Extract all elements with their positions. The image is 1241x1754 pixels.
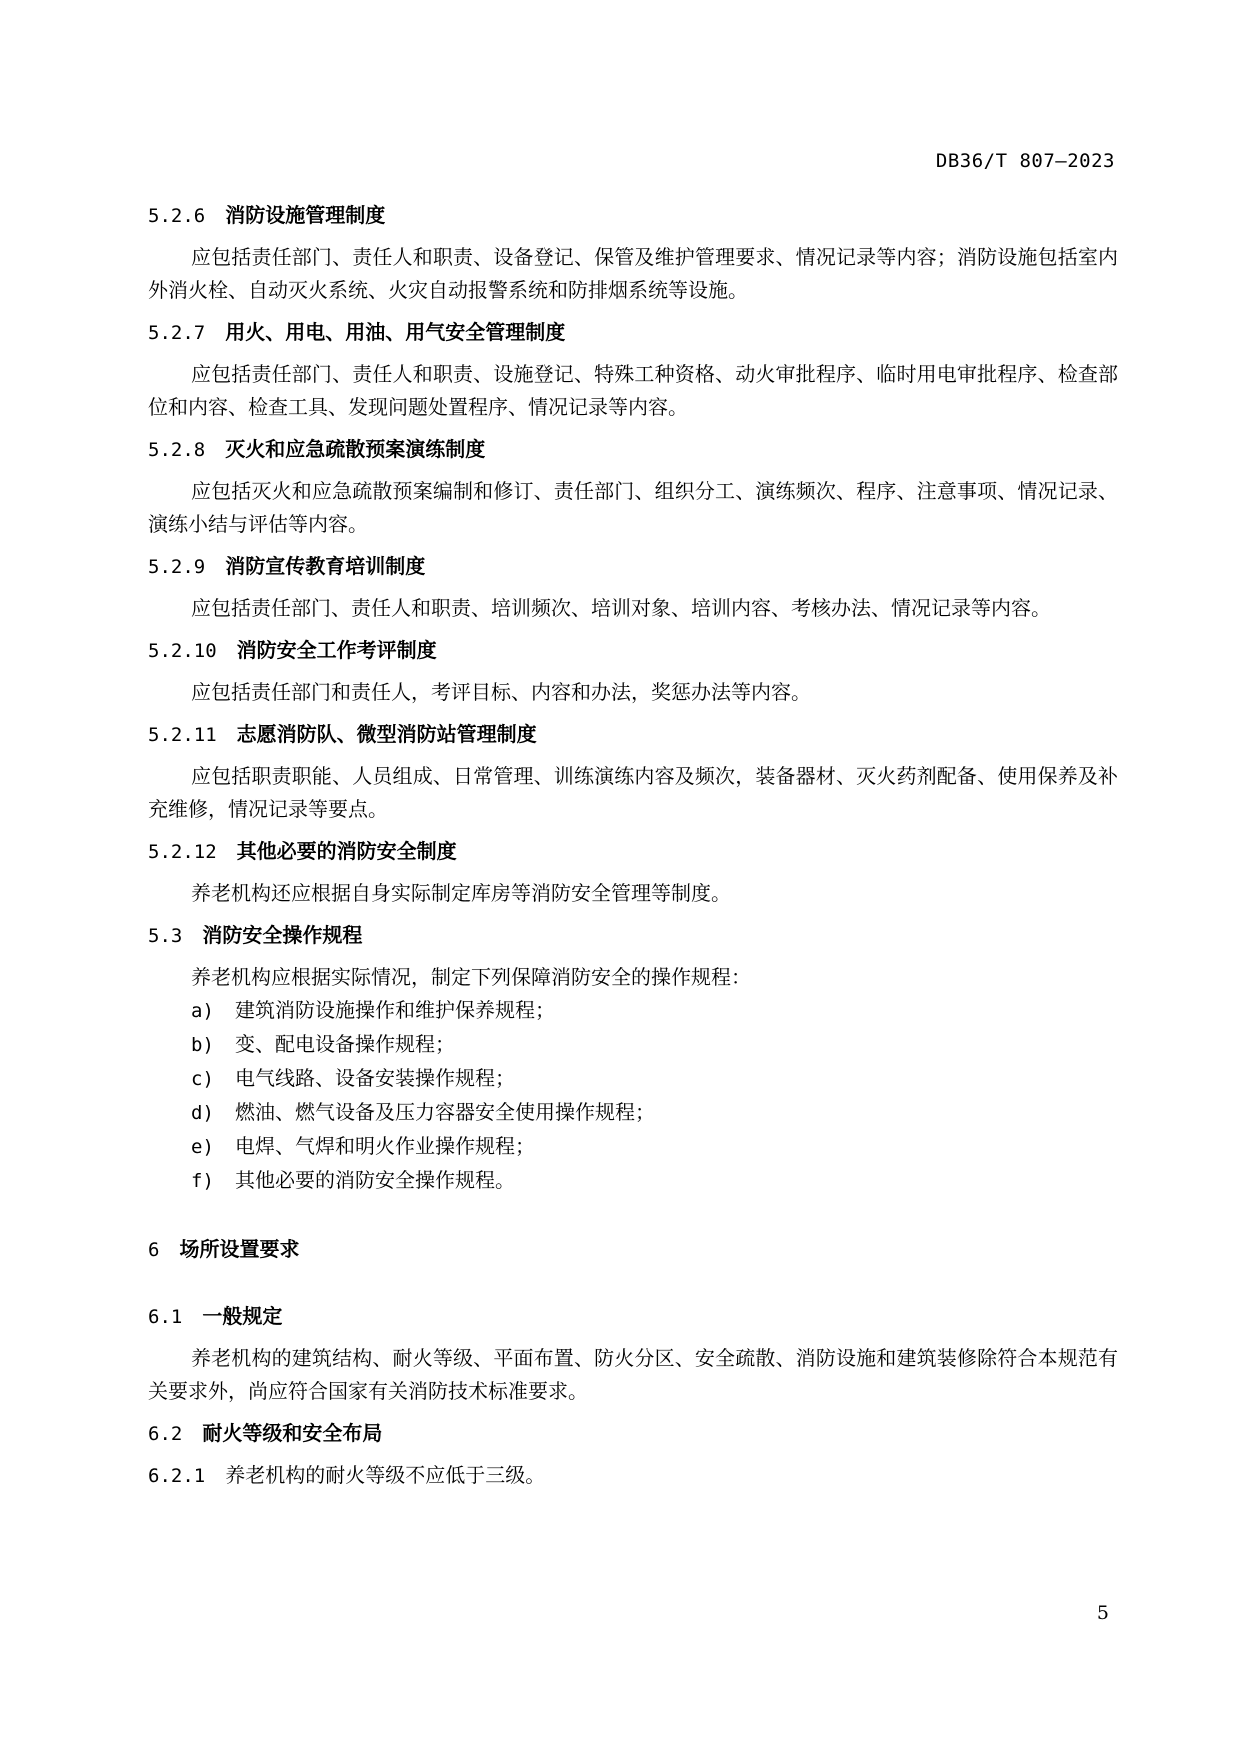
section-title: 消防宣传教育培训制度	[225, 554, 426, 578]
section-5-2-11-body: 应包括职责职能、人员组成、日常管理、训练演练内容及频次，装备器材、灭火药剂配备、使用保养及补充维修，情况记录等要点。	[148, 764, 1118, 821]
section-number: 6.2	[148, 1423, 183, 1445]
document-code: DB36/T 807—2023	[935, 150, 1115, 172]
section-number: 5.2.6	[148, 205, 206, 227]
list-item-text: 其他必要的消防安全操作规程。	[235, 1168, 515, 1192]
clause-text: 养老机构的耐火等级不应低于三级。	[225, 1463, 546, 1487]
list-item	[148, 1062, 1118, 1096]
section-number: 5.2.10	[148, 640, 217, 662]
section-title: 一般规定	[202, 1304, 283, 1328]
list-item-text: 燃油、燃气设备及压力容器安全使用操作规程；	[235, 1100, 655, 1124]
section-title: 灭火和应急疏散预案演练制度	[225, 437, 486, 461]
section-number: 5.2.7	[148, 322, 206, 344]
chapter-number: 6	[148, 1239, 160, 1261]
list-marker: f)	[191, 1170, 214, 1192]
section-6-1-heading	[148, 1301, 1118, 1332]
section-5-3-intro: 养老机构应根据实际情况，制定下列保障消防安全的操作规程：	[191, 965, 751, 989]
section-5-2-10-body: 应包括责任部门和责任人，考评目标、内容和办法，奖惩办法等内容。	[191, 680, 811, 704]
section-number: 6.1	[148, 1306, 183, 1328]
list-marker: a)	[191, 1000, 214, 1022]
section-number: 5.2.8	[148, 439, 206, 461]
section-5-2-6-body: 应包括责任部门、责任人和职责、设备登记、保管及维护管理要求、情况记录等内容；消防设施包括室内外消火栓、自动灭火系统、火灾自动报警系统和防排烟系统等设施。	[148, 245, 1118, 302]
clause-6-2-1	[148, 1459, 1118, 1493]
list-item	[148, 1096, 1118, 1130]
section-title: 用火、用电、用油、用气安全管理制度	[225, 320, 566, 344]
list-marker: d)	[191, 1102, 214, 1124]
section-number: 5.2.12	[148, 841, 217, 863]
list-marker: b)	[191, 1034, 214, 1056]
chapter-6-heading	[148, 1234, 1118, 1265]
section-6-2-heading	[148, 1418, 1118, 1449]
section-5-2-8-body: 应包括灭火和应急疏散预案编制和修订、责任部门、组织分工、演练频次、程序、注意事项、情况记录、演练小结与评估等内容。	[148, 479, 1118, 536]
section-5-2-12-heading	[148, 836, 1118, 867]
list-item	[148, 1164, 1118, 1198]
section-title: 志愿消防队、微型消防站管理制度	[236, 722, 537, 746]
list-marker: c)	[191, 1068, 214, 1090]
list-item	[148, 1028, 1118, 1062]
section-5-2-7-heading	[148, 317, 1118, 348]
section-title: 消防安全操作规程	[202, 923, 363, 947]
list-item-text: 电气线路、设备安装操作规程；	[235, 1066, 515, 1090]
list-marker: e)	[191, 1136, 214, 1158]
section-title: 消防安全工作考评制度	[236, 638, 437, 662]
section-5-2-12-body: 养老机构还应根据自身实际制定库房等消防安全管理等制度。	[191, 881, 731, 905]
section-5-2-10-heading	[148, 635, 1118, 666]
section-title: 消防设施管理制度	[225, 203, 386, 227]
section-number: 5.2.9	[148, 556, 206, 578]
section-5-2-8-heading	[148, 434, 1118, 465]
section-title: 其他必要的消防安全制度	[236, 839, 457, 863]
section-5-2-11-heading	[148, 719, 1118, 750]
section-6-1-body: 养老机构的建筑结构、耐火等级、平面布置、防火分区、安全疏散、消防设施和建筑装修除符合本规范有关要求外，尚应符合国家有关消防技术标准要求。	[148, 1346, 1118, 1403]
section-5-2-7-body: 应包括责任部门、责任人和职责、设施登记、特殊工种资格、动火审批程序、临时用电审批程序、检查部位和内容、检查工具、发现问题处置程序、情况记录等内容。	[148, 362, 1118, 419]
list-item-text: 变、配电设备操作规程；	[235, 1032, 455, 1056]
section-title: 耐火等级和安全布局	[202, 1421, 383, 1445]
list-item-text: 电焊、气焊和明火作业操作规程；	[235, 1134, 535, 1158]
clause-number: 6.2.1	[148, 1465, 206, 1487]
section-number: 5.2.11	[148, 724, 217, 746]
list-item-text: 建筑消防设施操作和维护保养规程；	[235, 998, 555, 1022]
list-item	[148, 1130, 1118, 1164]
section-5-3-heading	[148, 920, 1118, 951]
section-5-2-6-heading	[148, 200, 1118, 231]
chapter-title: 场所设置要求	[179, 1237, 300, 1261]
list-item	[148, 994, 1118, 1028]
section-5-2-9-body: 应包括责任部门、责任人和职责、培训频次、培训对象、培训内容、考核办法、情况记录等内容。	[191, 596, 1051, 620]
section-number: 5.3	[148, 925, 183, 947]
section-5-2-9-heading	[148, 551, 1118, 582]
page-content	[148, 200, 1118, 1493]
page-number: 5	[1096, 1602, 1109, 1624]
